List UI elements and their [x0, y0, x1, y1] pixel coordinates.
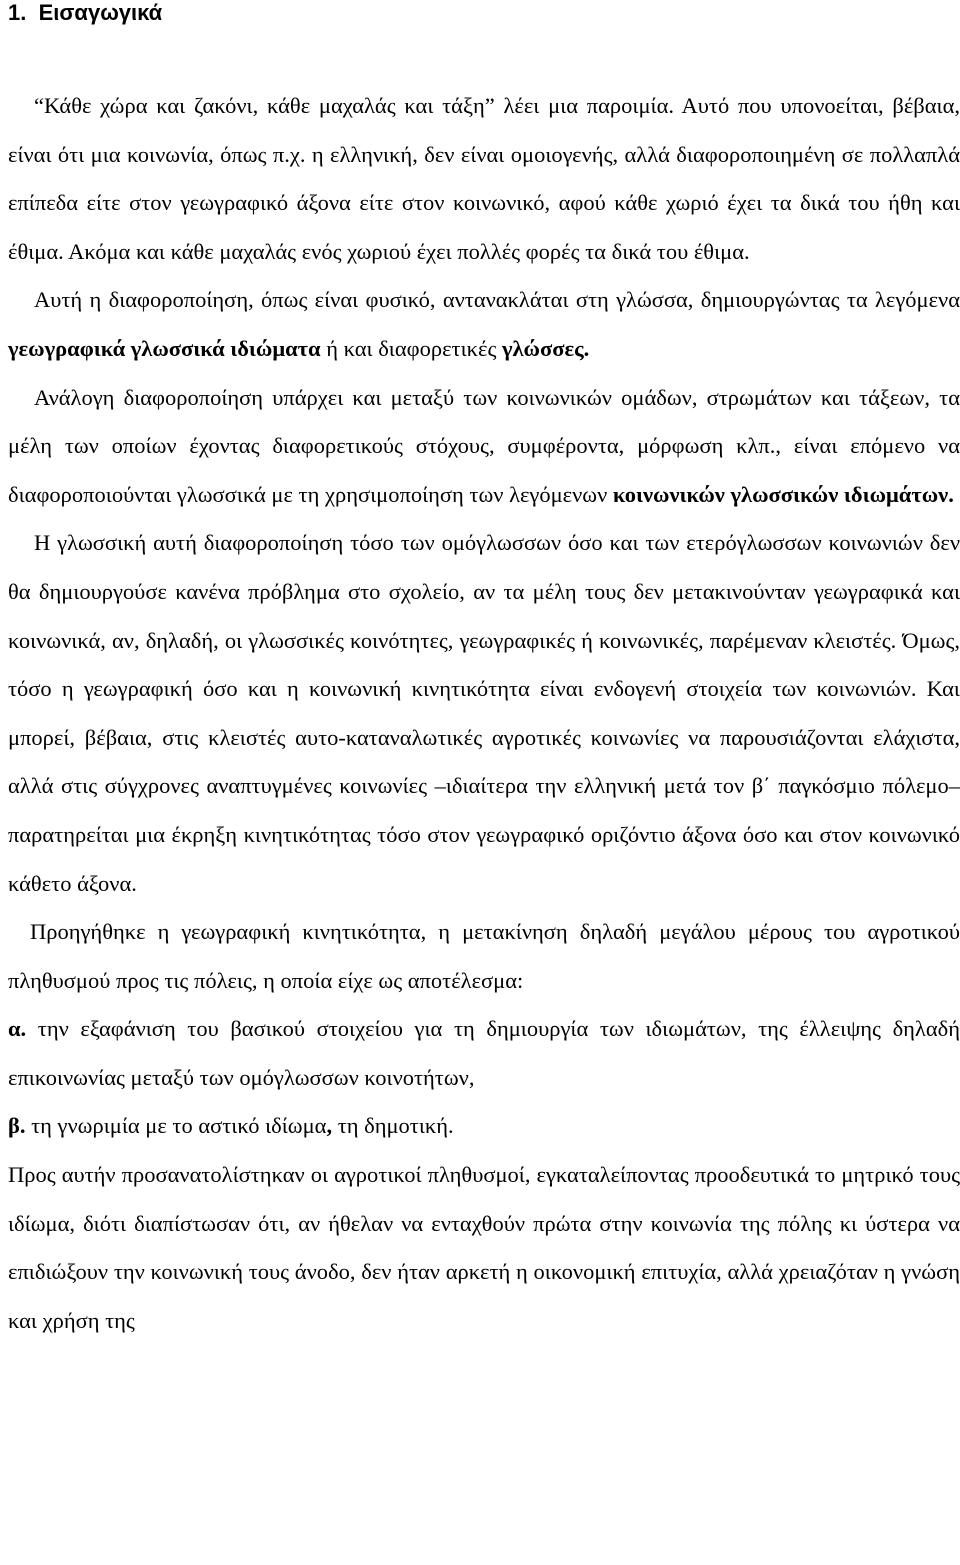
document-body — [8, 82, 960, 1345]
bold-comma: , — [326, 1113, 333, 1139]
paragraph-orientation — [8, 1151, 960, 1345]
paragraph-text: τη γνωριμία με το αστικό ιδίωμα — [25, 1113, 327, 1139]
paragraph-text: ή και διαφορετικές — [320, 335, 502, 361]
list-item-b — [8, 1102, 960, 1151]
section-title: Εισαγωγικά — [38, 0, 163, 25]
paragraph-text: Προς αυτήν προσανατολίστηκαν οι αγροτικοί πληθυσμοί, εγκαταλείποντας προοδευτικά το μητρικό τους ιδίωμα, διότι διαπίστωσαν ότι, αν ήθελαν να ενταχθούν πρώτα στην κοινωνία της πόλης κι ύστερα να επιδιώξουν την κοινωνική τους άνοδο, δεν ήταν αρκετή η οικονομική επιτυχία, αλλά χρειαζόταν η γνώση και χρήση της — [8, 1162, 960, 1333]
paragraph-text: Προηγήθηκε η γεωγραφική κινητικότητα, η μετακίνηση δηλαδή μεγάλου μέρους του αγροτικού πληθυσμού προς τις πόλεις, η οποία είχε ως αποτέλεσμα: — [8, 919, 960, 993]
list-item-a — [8, 1005, 960, 1102]
paragraph-text: Αυτή η διαφοροποίηση, όπως είναι φυσικό, αντανακλάται στη γλώσσα, δημιουργώντας τα λεγόμενα — [34, 287, 960, 313]
paragraph-text: την εξαφάνιση του βασικού στοιχείου για τη δημιουργία των ιδιωμάτων, της έλλειψης δηλαδή επικοινωνίας μεταξύ των ομόγλωσσων κοινοτήτων, — [8, 1016, 960, 1090]
paragraph-text: Ανάλογη διαφοροποίηση υπάρχει και μεταξύ των κοινωνικών ομάδων, στρωμάτων και τάξεων, τα μέλη των οποίων έχοντας διαφορετικούς στόχους, συμφέροντα, μόρφωση κλπ., είναι επόμενο να διαφοροποιούνται γλωσσικά με τη χρησιμοποίηση των λεγόμενων — [8, 384, 960, 507]
paragraph-text: τη δημοτική. — [332, 1113, 454, 1139]
paragraph-text: Η γλωσσική αυτή διαφοροποίηση τόσο των ομόγλωσσων όσο και των ετερόγλωσσων κοινωνιών δεν θα δημιουργούσε κανένα πρόβλημα στο σχολείο, αν τα μέλη τους δεν μετακινούνταν γεωγραφικά και κοινωνικά, αν, δηλαδή, οι γλωσσικές κοινότητες, γεωγραφικές ή κοινωνικές, παρέμεναν κλειστές. Όμως, τόσο η γεωγραφική όσο και η κοινωνική κινητικότητα είναι ενδογενή στοιχεία των κοινωνιών. Και μπορεί, βέβαια, στις κλειστές αυτο-καταναλωτικές αγροτικές κοινωνίες να παρουσιάζονται ελάχιστα, αλλά στις σύγχρονες αναπτυγμένες κοινωνίες –ιδιαίτερα την ελληνική μετά τον β΄ παγκόσμιο πόλεμο– παρατηρείται μια έκρηξη κινητικότητας τόσο στον γεωγραφικό οριζόντιο άξονα όσο και στον κοινωνικό κάθετο άξονα. — [8, 530, 960, 896]
paragraph-geographic-idioms — [8, 276, 960, 373]
bold-term: γλώσσες. — [501, 335, 590, 361]
paragraph-social-idioms — [8, 374, 960, 520]
bold-term: γεωγραφικά γλωσσικά ιδιώματα — [8, 335, 321, 361]
paragraph-proverb — [8, 82, 960, 276]
paragraph-mobility — [8, 519, 960, 908]
section-heading — [8, 0, 162, 26]
paragraph-geographic-mobility — [8, 908, 960, 1005]
section-number: 1. — [8, 0, 27, 25]
list-marker: α. — [8, 1016, 27, 1042]
bold-term: κοινωνικών γλωσσικών ιδιωμάτων. — [612, 481, 954, 507]
paragraph-text: “Κάθε χώρα και ζακόνι, κάθε μαχαλάς και τάξη” λέει μια παροιμία. Αυτό που υπονοείται, βέβαια, είναι ότι μια κοινωνία, όπως π.χ. η ελληνική, δεν είναι ομοιογενής, αλλά διαφοροποιημένη σε πολλαπλά επίπεδα είτε στον γεωγραφικό άξονα είτε στον κοινωνικό, αφού κάθε χωριό έχει τα δικά του ήθη και έθιμα. Ακόμα και κάθε μαχαλάς ενός χωριού έχει πολλές φορές τα δικά του έθιμα. — [8, 93, 960, 264]
list-marker: β. — [8, 1113, 26, 1139]
